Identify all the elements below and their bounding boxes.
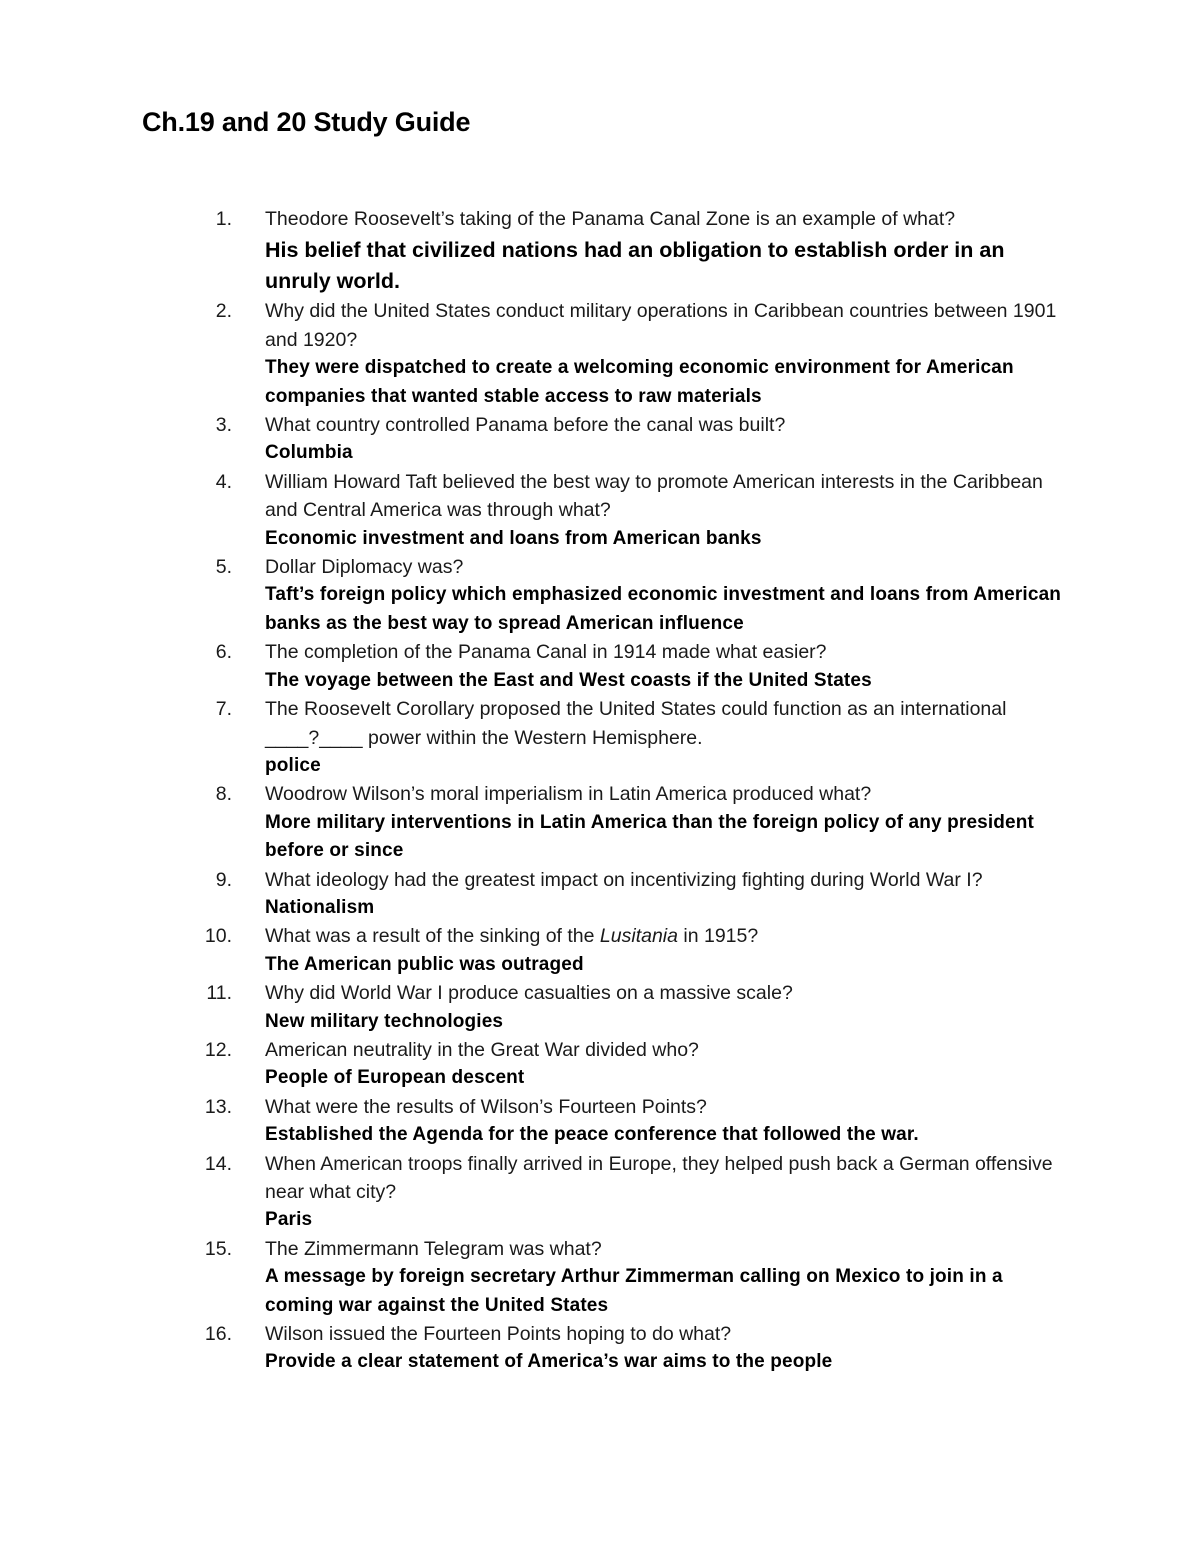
answer-text: People of European descent	[265, 1067, 525, 1089]
answer-text: They were dispatched to create a welcoming economic environment for American companies that wanted stable access to raw materials	[265, 357, 1014, 407]
question-number: 12.	[204, 1038, 232, 1061]
answer-text: Provide a clear statement of America’s war aims to the people	[265, 1351, 833, 1373]
question-item-10	[0, 922, 1065, 979]
question-text: The completion of the Panama Canal in 1914 made what easier?	[265, 641, 827, 664]
question-number: 16.	[204, 1323, 232, 1346]
question-text: William Howard Taft believed the best way to promote American interests in the Caribbean and Central America was through what?	[265, 470, 1043, 522]
question-text: Theodore Roosevelt’s taking of the Panama Canal Zone is an example of what?	[265, 208, 956, 230]
question-text: The Roosevelt Corollary proposed the United States could function as an international ____?____ power within the Western Hemisphere.	[265, 698, 1007, 749]
question-text: Why did World War I produce casualties on a massive scale?	[265, 982, 793, 1005]
question-item-1	[0, 205, 1065, 297]
answer-text: More military interventions in Latin America than the foreign policy of any president before or since	[265, 811, 1035, 862]
question-number: 6.	[215, 641, 232, 664]
question-item-2	[0, 297, 1065, 411]
question-item-11	[0, 979, 1065, 1036]
question-number: 4.	[215, 470, 232, 493]
question-text: Wilson issued the Fourteen Points hoping to do what?	[265, 1323, 732, 1346]
question-text: Woodrow Wilson’s moral imperialism in Latin America produced what?	[265, 783, 872, 806]
question-text: What were the results of Wilson’s Fourteen Points?	[265, 1095, 707, 1118]
question-number: 13.	[204, 1095, 232, 1118]
question-text	[265, 922, 1065, 950]
question-item-16	[0, 1320, 1065, 1377]
question-text: When American troops finally arrived in Europe, they helped push back a German offensive near what city?	[265, 1152, 1053, 1203]
ship-name: Lusitania	[599, 925, 678, 948]
answer-text: The voyage between the East and West coasts if the United States	[265, 669, 872, 691]
question-number: 3.	[215, 414, 232, 437]
question-number: 11.	[206, 982, 232, 1005]
question-number: 5.	[215, 556, 232, 579]
answer-text: His belief that civilized nations had an obligation to establish order in an unruly world.	[265, 238, 1005, 294]
question-number: 14.	[204, 1152, 232, 1175]
question-item-7	[0, 695, 1065, 780]
question-text: The Zimmermann Telegram was what?	[265, 1237, 602, 1260]
answer-text: A message by foreign secretary Arthur Zimmerman calling on Mexico to join in a coming war against the United States	[265, 1266, 1003, 1316]
question-text: What ideology had the greatest impact on incentivizing fighting during World War I?	[265, 868, 983, 891]
answer-text: Economic investment and loans from American banks	[265, 527, 762, 549]
question-item-9	[0, 866, 1065, 923]
question-number: 7.	[215, 698, 232, 721]
question-number: 10.	[204, 925, 232, 948]
question-text-start: What was a result of the sinking of the	[265, 925, 600, 948]
answer-text: police	[265, 754, 321, 776]
question-item-12	[0, 1036, 1065, 1093]
question-item-15	[0, 1235, 1065, 1320]
question-number: 15.	[204, 1237, 232, 1260]
answer-text: Taft’s foreign policy which emphasized economic investment and loans from American banks as the best way to spread American influence	[265, 584, 1062, 634]
page-title: Ch.19 and 20 Study Guide	[142, 107, 471, 137]
answer-text: New military technologies	[265, 1010, 504, 1032]
question-list	[0, 205, 1200, 1377]
question-item-4	[0, 468, 1065, 553]
answer-text: Nationalism	[265, 896, 375, 918]
answer-text: Established the Agenda for the peace conference that followed the war.	[265, 1124, 919, 1146]
question-number: 8.	[215, 783, 232, 806]
question-item-13	[0, 1093, 1065, 1150]
question-number: 9.	[215, 868, 232, 891]
question-item-8	[0, 780, 1065, 865]
answer-text: Paris	[265, 1209, 313, 1231]
question-item-5	[0, 553, 1065, 638]
question-text: Why did the United States conduct military operations in Caribbean countries between 1901 and 1920?	[265, 300, 1057, 351]
question-text: Dollar Diplomacy was?	[265, 556, 464, 579]
question-item-14	[0, 1150, 1065, 1235]
question-item-6	[0, 638, 1065, 695]
question-text: American neutrality in the Great War divided who?	[265, 1038, 699, 1061]
question-item-3	[0, 411, 1065, 468]
question-text-end: in 1915?	[677, 925, 759, 948]
answer-text: The American public was outraged	[265, 953, 584, 975]
answer-text: Columbia	[265, 442, 353, 464]
question-number: 2.	[215, 300, 232, 323]
question-number: 1.	[215, 208, 232, 230]
question-text: What country controlled Panama before the canal was built?	[265, 414, 786, 437]
